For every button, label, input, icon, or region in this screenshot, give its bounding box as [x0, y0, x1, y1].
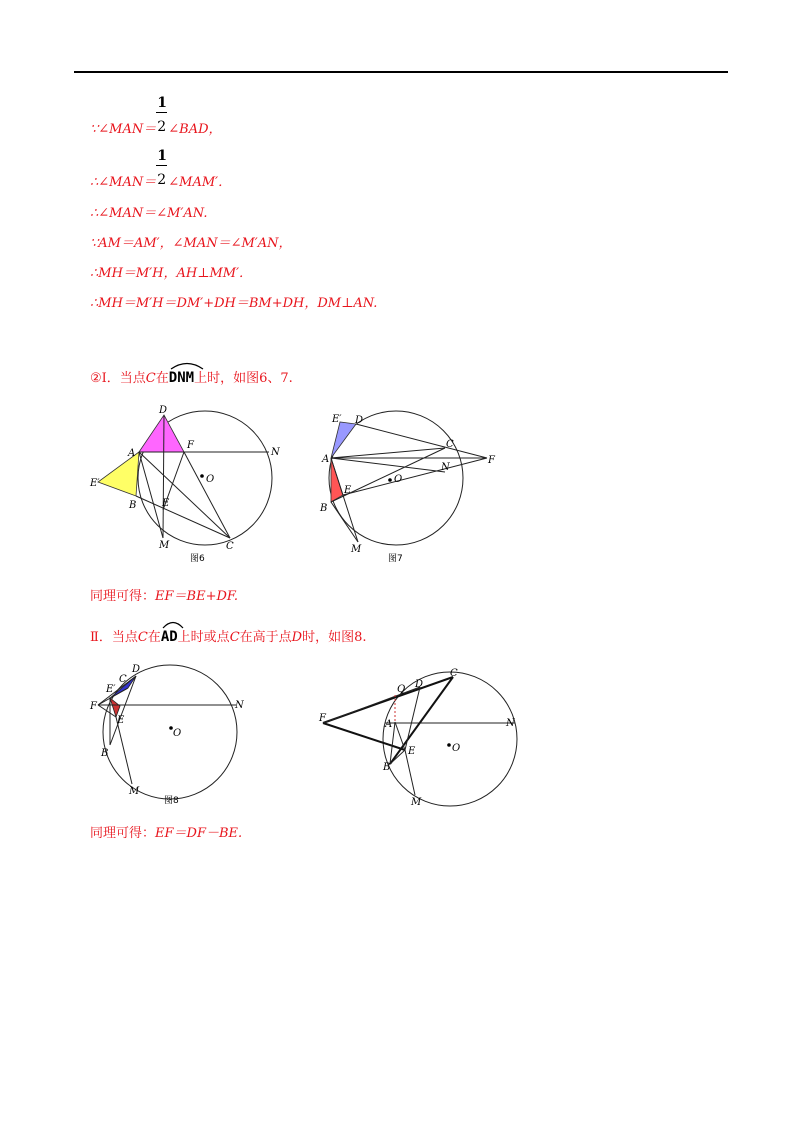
proof-line-6: ∴MH＝M′H＝DM′+DH＝BM+DH，DM⊥AN. — [90, 296, 378, 311]
svg-text:D: D — [132, 664, 141, 675]
svg-text:O: O — [452, 743, 461, 754]
svg-text:E′: E′ — [332, 414, 342, 425]
svg-text:C: C — [450, 668, 458, 679]
svg-text:N: N — [441, 462, 450, 473]
svg-text:A: A — [128, 448, 136, 459]
svg-text:O: O — [206, 474, 215, 485]
svg-text:F: F — [319, 713, 326, 724]
case-2-conclusion: 同理可得：EF＝DF－BE. — [90, 826, 243, 841]
svg-text:C: C — [119, 674, 127, 685]
header-rule — [74, 71, 728, 73]
svg-text:N: N — [271, 447, 280, 458]
proof-line-4: ∵AM＝AM′，∠MAN＝∠M′AN， — [90, 236, 292, 251]
svg-text:B: B — [101, 748, 109, 759]
proof-line-5: ∴MH＝M′H，AH⊥MM′． — [90, 266, 253, 281]
svg-text:F: F — [187, 440, 194, 451]
svg-text:E: E — [408, 746, 416, 757]
fraction-half: $\frac{1}{2}$ — [157, 95, 167, 135]
svg-text:D: D — [355, 415, 364, 426]
case-2-heading: Ⅱ．当点C在 AD上时或点C在高于点D时，如图8. — [90, 625, 367, 645]
case-1-conclusion: 同理可得：EF＝BE+DF. — [90, 589, 239, 604]
svg-text:D: D — [159, 405, 168, 416]
case-1-heading: ②Ⅰ．当点C在 DNM上时，如图6、7. — [90, 366, 293, 386]
svg-text:E′: E′ — [90, 478, 100, 489]
fraction-half: $\frac{1}{2}$ — [157, 148, 167, 188]
svg-text:E: E — [117, 715, 125, 726]
svg-text:O: O — [173, 728, 182, 739]
svg-text:B: B — [320, 503, 328, 514]
svg-text:图8: 图8 — [164, 796, 179, 806]
svg-text:B: B — [383, 762, 391, 773]
svg-text:C: C — [446, 439, 454, 450]
arc-ad-label: AD — [161, 625, 178, 645]
svg-text:Q: Q — [397, 684, 406, 695]
arc-dnm-label: DNM — [169, 366, 194, 386]
svg-text:B: B — [129, 500, 137, 511]
svg-text:M: M — [411, 797, 422, 808]
svg-text:M: M — [159, 540, 170, 551]
svg-text:M: M — [351, 544, 362, 555]
svg-text:N: N — [506, 718, 515, 729]
proof-line-2: ∴∠MAN＝ $\frac{1}{2}$ ∠MAM′． — [90, 148, 232, 190]
svg-text:N: N — [235, 700, 244, 711]
svg-text:F: F — [488, 455, 495, 466]
proof-line-3: ∴∠MAN＝∠M′AN. — [90, 206, 208, 221]
figure-8 — [88, 660, 248, 810]
svg-text:A: A — [322, 454, 330, 465]
figure-7 — [315, 400, 515, 570]
svg-text:C: C — [226, 541, 234, 552]
svg-text:O: O — [394, 474, 403, 485]
svg-text:图7: 图7 — [388, 554, 403, 564]
svg-text:图6: 图6 — [190, 554, 205, 564]
svg-text:D: D — [415, 679, 424, 690]
svg-text:E: E — [344, 485, 352, 496]
triangle-ade-fill — [331, 422, 356, 458]
svg-text:F: F — [90, 701, 97, 712]
svg-text:E: E — [162, 498, 170, 509]
svg-text:E′: E′ — [106, 684, 116, 695]
figure-6 — [88, 400, 288, 570]
svg-text:M: M — [129, 786, 140, 797]
proof-line-1: ∵∠MAN＝ $\frac{1}{2}$ ∠BAD， — [90, 95, 222, 137]
figure-8b — [315, 665, 525, 810]
svg-text:A: A — [385, 719, 393, 730]
triangle-adf-fill — [139, 415, 184, 452]
